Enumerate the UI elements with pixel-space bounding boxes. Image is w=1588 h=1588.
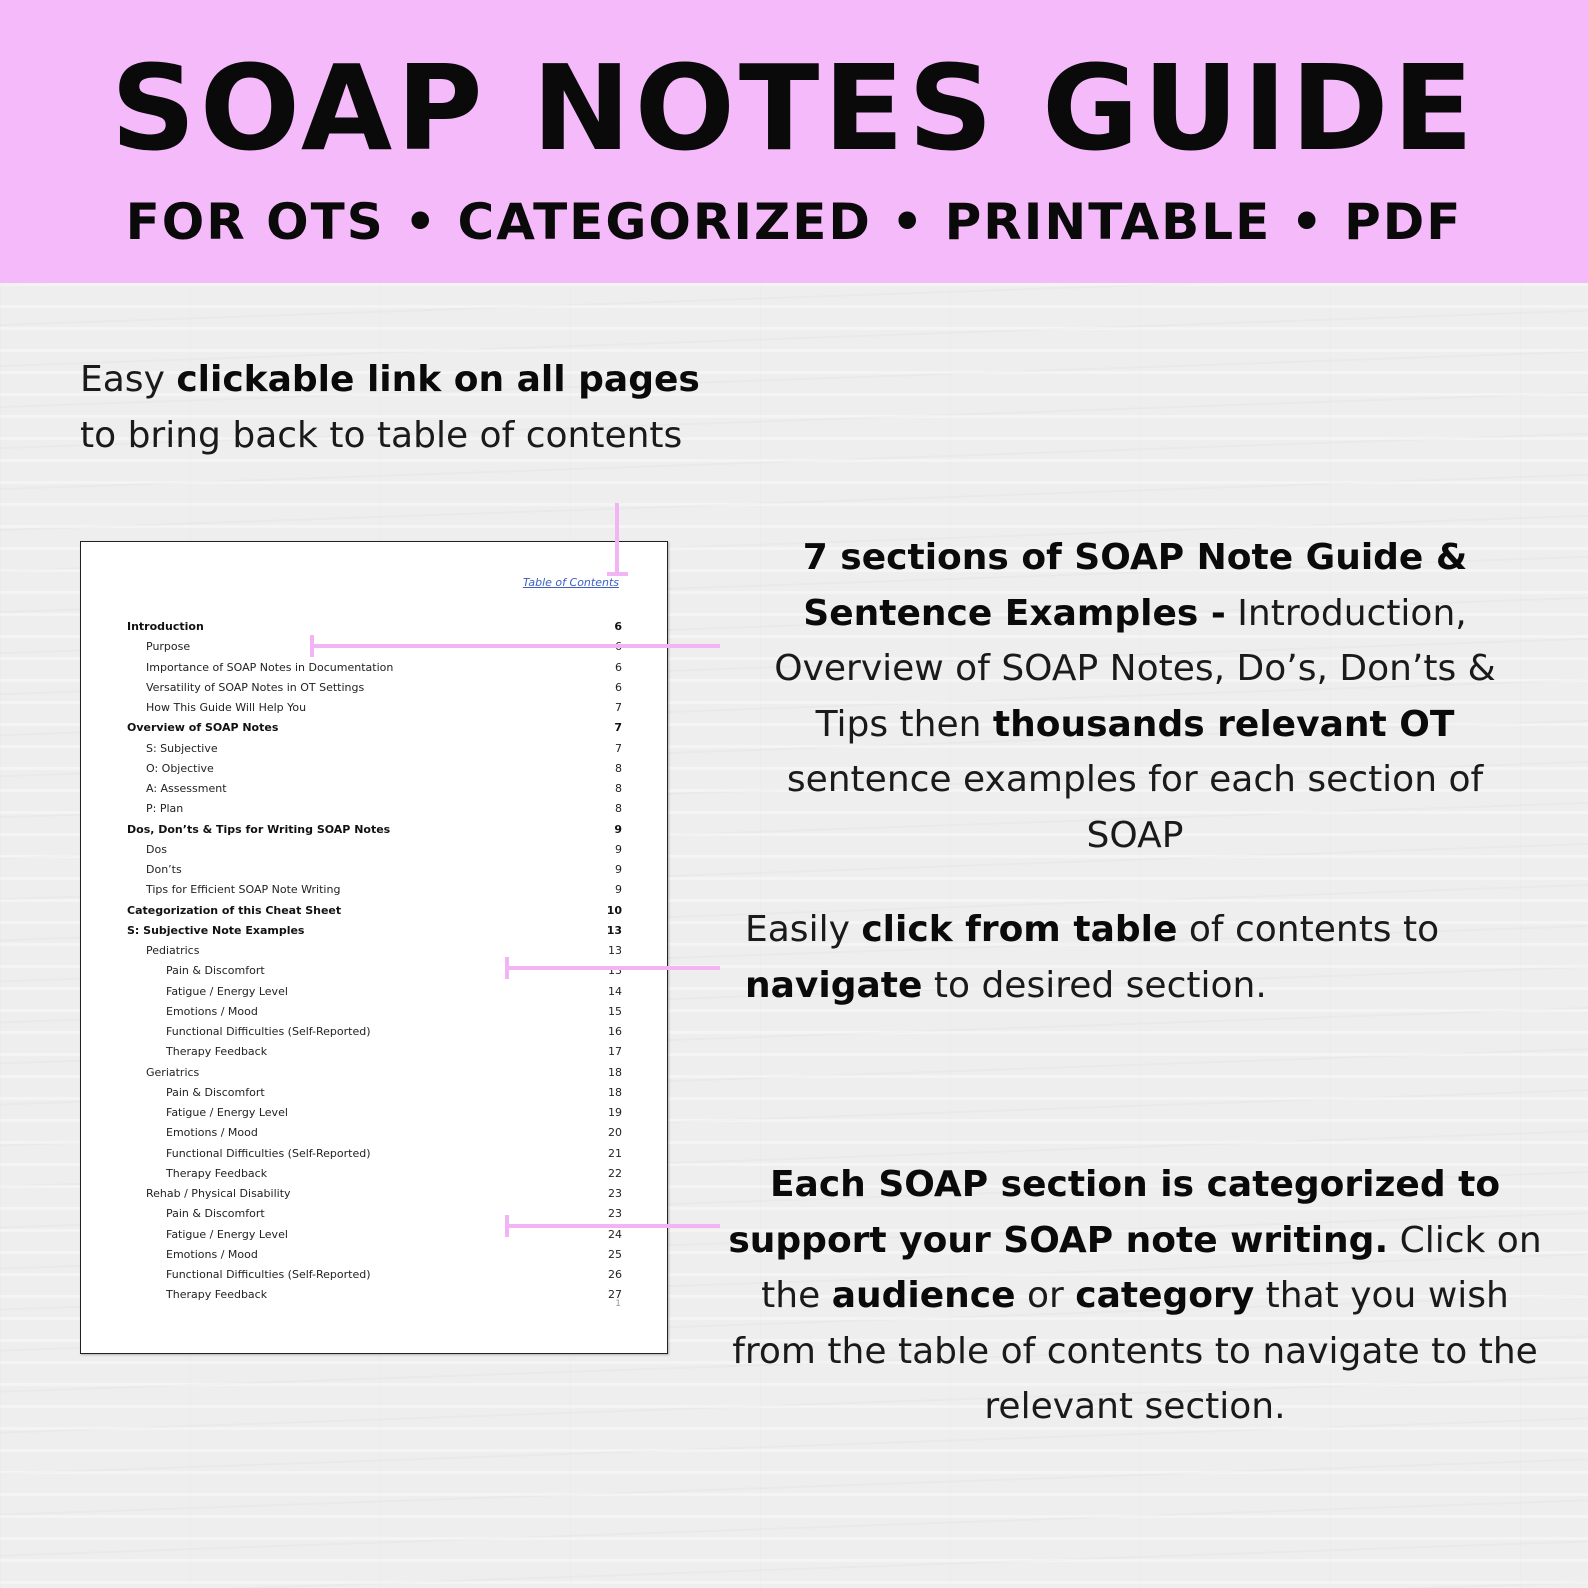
toc-entry-label: Pediatrics <box>146 944 200 957</box>
toc-entry-label: Pain & Discomfort <box>166 964 265 978</box>
toc-entry-label: Purpose <box>146 640 191 654</box>
toc-entry-page: 21 <box>608 1146 622 1160</box>
toc-entry-label: Therapy Feedback <box>166 1166 268 1180</box>
toc-entry[interactable] <box>127 1083 622 1103</box>
toc-entry-label: P: Plan <box>146 802 184 816</box>
toc-entry-page: 19 <box>608 1106 622 1119</box>
toc-entry[interactable] <box>127 718 622 738</box>
toc-entry-page: 13 <box>606 923 622 937</box>
toc-entry[interactable] <box>127 982 622 1002</box>
toc-entry-label: Functional Difficulties (Self-Reported) <box>166 1146 371 1160</box>
toc-entry-page: 7 <box>614 721 622 735</box>
toc-entry-page: 9 <box>615 842 622 856</box>
feature-text: sentence examples for each section of SOAP <box>786 759 1484 856</box>
feature-text: to desired section. <box>922 964 1267 1006</box>
toc-entry[interactable] <box>127 1225 622 1245</box>
toc-entry[interactable] <box>127 1265 622 1285</box>
toc-entry[interactable] <box>127 759 622 779</box>
toc-entry[interactable] <box>127 1184 622 1204</box>
toc-entry[interactable] <box>127 779 622 799</box>
toc-entry-label: Functional Difficulties (Self-Reported) <box>166 1025 371 1038</box>
toc-entry[interactable] <box>127 799 622 819</box>
toc-entry-page: 6 <box>615 680 622 694</box>
feature-navigate <box>745 902 1545 1013</box>
toc-entry-label: How This Guide Will Help You <box>146 701 307 714</box>
toc-entry[interactable] <box>127 961 622 981</box>
toc-entry[interactable] <box>127 1002 622 1022</box>
toc-entry-page: 27 <box>608 1288 622 1302</box>
feature-text: that you wish from the table of contents to navigate to the relevant section. <box>732 1275 1538 1427</box>
page-subtitle: FOR OTS • CATEGORIZED • PRINTABLE • PDF <box>125 193 1463 251</box>
toc-entry-label: Categorization of this Cheat Sheet <box>127 903 342 917</box>
feature-text: to bring back to table of contents <box>80 414 683 456</box>
toc-entry-page: 6 <box>614 620 622 633</box>
toc-entry[interactable] <box>127 617 622 637</box>
feature-highlight: thousands relevant OT <box>992 703 1455 745</box>
toc-entry-label: Fatigue / Energy Level <box>166 1106 288 1119</box>
toc-entry-label: Therapy Feedback <box>166 1045 268 1059</box>
table-of-contents <box>127 617 622 1306</box>
feature-text: Click on the <box>761 1219 1542 1316</box>
toc-entry-page: 14 <box>608 984 622 998</box>
toc-entry[interactable] <box>127 860 622 880</box>
toc-entry[interactable] <box>127 1022 622 1042</box>
toc-entry-page: 24 <box>608 1227 622 1241</box>
toc-entry[interactable] <box>127 698 622 718</box>
toc-entry-label: Emotions / Mood <box>166 1004 258 1018</box>
document-preview <box>80 541 668 1354</box>
feature-text: of contents to <box>1177 909 1440 950</box>
toc-entry-page: 23 <box>608 1207 622 1221</box>
toc-entry[interactable] <box>127 739 622 759</box>
toc-entry-page: 7 <box>615 701 622 714</box>
toc-entry[interactable] <box>127 1042 622 1062</box>
toc-entry-page: 6 <box>615 660 622 674</box>
feature-text: Easily <box>745 909 862 950</box>
toc-entry-label: Pain & Discomfort <box>166 1085 265 1099</box>
feature-text: Introduction, Overview of SOAP Notes, Do’s, Don’ts & Tips then <box>774 592 1496 745</box>
feature-highlight: click from table <box>861 909 1178 950</box>
toc-entry-label: Versatility of SOAP Notes in OT Settings <box>146 680 365 694</box>
feature-highlight: category <box>1075 1275 1255 1316</box>
toc-entry[interactable] <box>127 1063 622 1083</box>
toc-entry-page: 16 <box>608 1025 622 1038</box>
toc-entry-label: S: Subjective Note Examples <box>127 923 305 937</box>
toc-entry-page: 9 <box>615 883 622 897</box>
toc-entry-label: Emotions / Mood <box>166 1126 258 1140</box>
feature-highlight: clickable link on all pages <box>176 359 700 400</box>
toc-entry[interactable] <box>127 1123 622 1143</box>
toc-entry[interactable] <box>127 1245 622 1265</box>
toc-entry-label: Geriatrics <box>146 1065 200 1079</box>
toc-entry-page: 20 <box>608 1126 622 1140</box>
toc-entry[interactable] <box>127 1144 622 1164</box>
toc-entry-label: Don’ts <box>146 863 182 876</box>
toc-entry-page: 18 <box>608 1065 622 1079</box>
toc-entry-label: Functional Difficulties (Self-Reported) <box>166 1268 371 1281</box>
feature-clickable-link <box>80 352 720 463</box>
toc-entry[interactable] <box>127 901 622 921</box>
feature-highlight: 7 sections of SOAP Note Guide & Sentence Examples - <box>802 537 1468 634</box>
toc-entry-label: Introduction <box>127 620 204 633</box>
toc-entry-page: 25 <box>608 1247 622 1261</box>
toc-entry-page: 9 <box>614 822 622 836</box>
toc-entry-label: Therapy Feedback <box>166 1288 268 1302</box>
toc-entry-page: 8 <box>615 802 622 816</box>
toc-entry-label: Fatigue / Energy Level <box>166 984 288 998</box>
toc-entry[interactable] <box>127 820 622 840</box>
toc-entry-page: 7 <box>615 741 622 755</box>
toc-entry-page: 10 <box>606 903 622 917</box>
page-number: 1 <box>615 1299 621 1309</box>
feature-text: or <box>1015 1275 1076 1316</box>
toc-entry-label: Tips for Efficient SOAP Note Writing <box>146 883 341 897</box>
toc-entry[interactable] <box>127 840 622 860</box>
toc-entry[interactable] <box>127 1285 622 1305</box>
page-title: SOAP NOTES GUIDE <box>110 39 1478 177</box>
toc-entry[interactable] <box>127 1204 622 1224</box>
toc-entry[interactable] <box>127 921 622 941</box>
feature-highlight: audience <box>831 1275 1016 1316</box>
toc-entry-page: 8 <box>615 782 622 795</box>
toc-entry-label: Rehab / Physical Disability <box>146 1187 291 1200</box>
toc-entry-page: 15 <box>608 1004 622 1018</box>
feature-text: Easy <box>80 359 177 400</box>
toc-entry-label: Fatigue / Energy Level <box>166 1227 288 1241</box>
table-of-contents-link[interactable]: Table of Contents <box>522 576 619 589</box>
toc-entry-label: Dos <box>146 842 167 856</box>
toc-entry[interactable] <box>127 637 622 657</box>
feature-highlight: navigate <box>745 964 923 1006</box>
feature-highlight: Each SOAP section is categorized to support your SOAP note writing. <box>728 1164 1501 1261</box>
feature-sections <box>735 530 1535 863</box>
toc-entry-page: 9 <box>615 863 622 876</box>
toc-entry-page: 26 <box>608 1268 622 1281</box>
toc-entry[interactable] <box>127 658 622 678</box>
toc-entry[interactable] <box>127 941 622 961</box>
toc-entry-label: Overview of SOAP Notes <box>127 721 279 735</box>
toc-entry[interactable] <box>127 1103 622 1123</box>
toc-entry[interactable] <box>127 678 622 698</box>
toc-entry-page: 13 <box>608 944 622 957</box>
toc-entry-page: 23 <box>608 1187 622 1200</box>
toc-entry-page: 8 <box>615 761 622 775</box>
toc-entry[interactable] <box>127 880 622 900</box>
toc-entry-label: Importance of SOAP Notes in Documentation <box>146 660 394 674</box>
toc-entry-page: 18 <box>608 1085 622 1099</box>
toc-entry-page: 22 <box>608 1166 622 1180</box>
toc-entry-label: O: Objective <box>146 761 214 775</box>
toc-entry-label: Pain & Discomfort <box>166 1207 265 1221</box>
toc-entry-page: 6 <box>615 640 622 654</box>
feature-categorized <box>725 1157 1545 1435</box>
header-banner <box>0 0 1588 283</box>
toc-entry-page: 17 <box>608 1045 622 1059</box>
toc-entry[interactable] <box>127 1164 622 1184</box>
toc-entry-label: A: Assessment <box>146 782 227 795</box>
toc-entry-label: Emotions / Mood <box>166 1247 258 1261</box>
toc-entry-label: Dos, Don’ts & Tips for Writing SOAP Notes <box>127 822 391 836</box>
toc-entry-label: S: Subjective <box>146 741 218 755</box>
toc-entry-page: 13 <box>608 964 622 978</box>
